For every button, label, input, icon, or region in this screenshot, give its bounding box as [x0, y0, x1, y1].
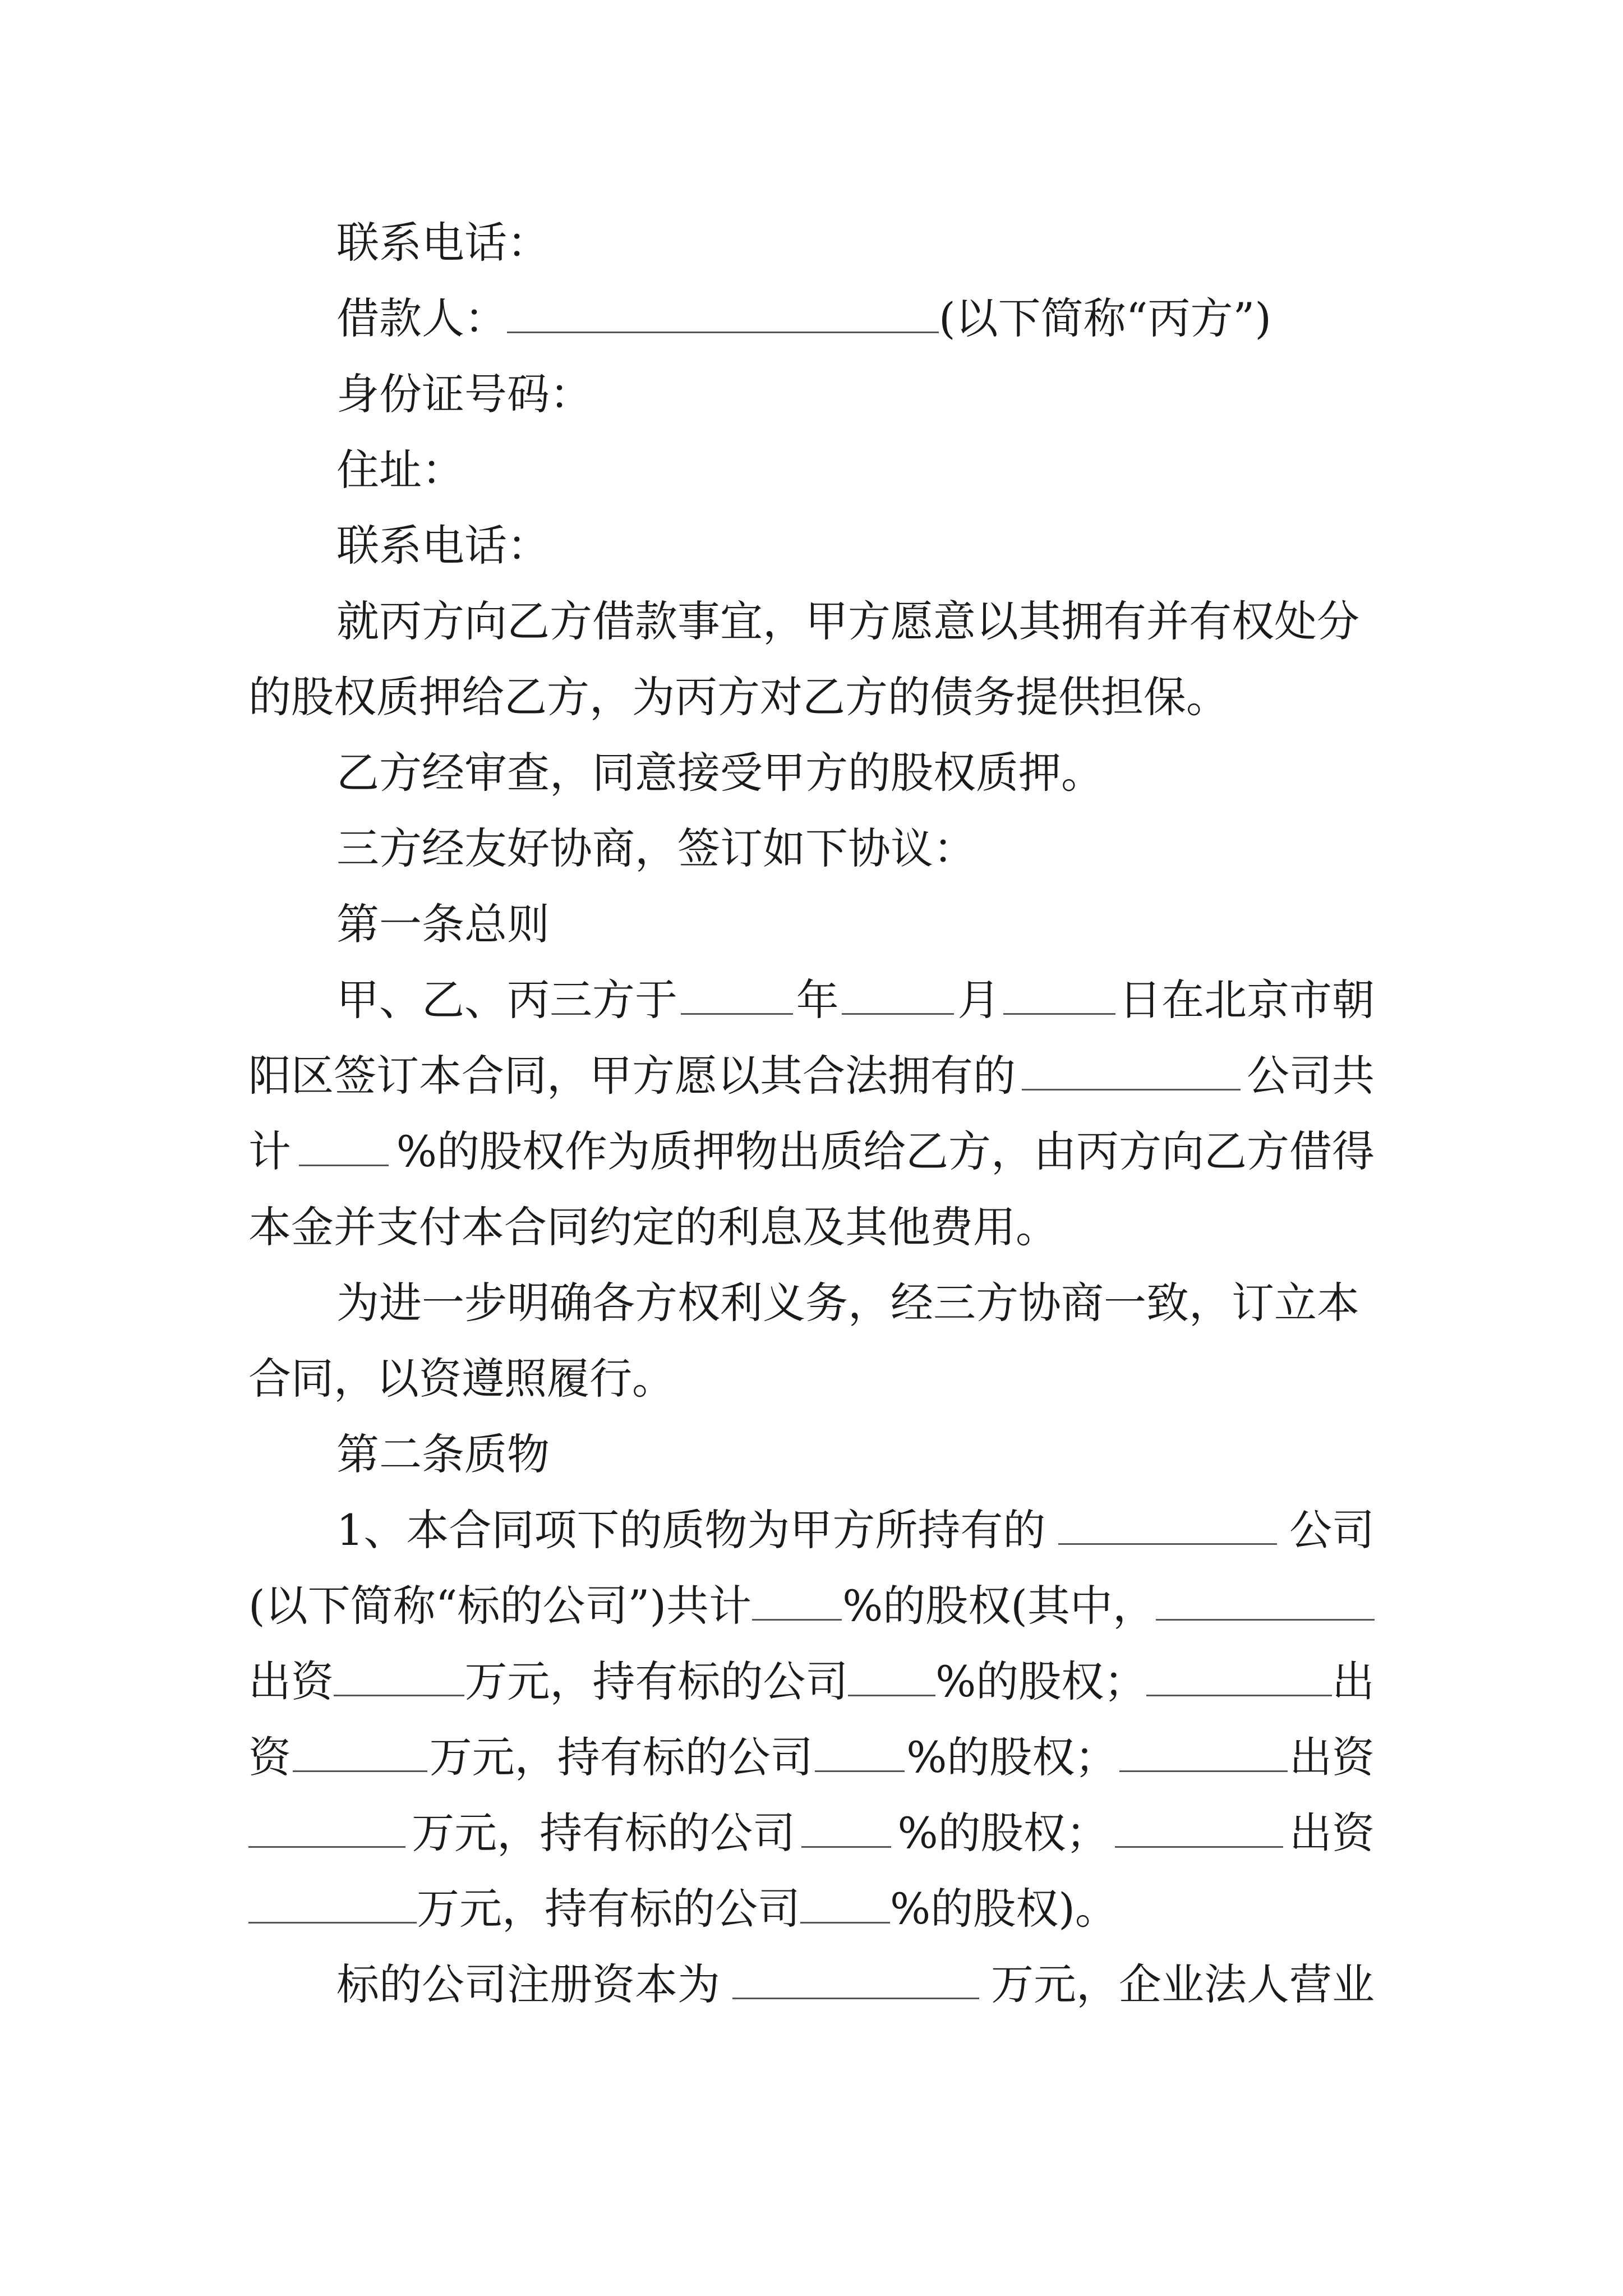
contact-phone-label: 联系电话： — [336, 218, 550, 268]
paragraph-text: 为进一步明确各方权利义务，经三方协商一致，订立本 — [336, 1278, 1359, 1328]
paragraph-text: %的股权(其中， — [842, 1581, 1155, 1631]
paragraph-text: 就丙方向乙方借款事宜，甲方愿意以其拥有并有权处分 — [336, 596, 1359, 646]
paragraph-text: 出 — [1331, 1657, 1375, 1706]
paragraph-text: 万元，企业法人营业 — [991, 1959, 1375, 2009]
contact-phone-line-2 — [336, 507, 1375, 585]
address-line — [336, 431, 1375, 509]
capital-amount-blank[interactable] — [293, 1731, 427, 1772]
shareholder-blank[interactable] — [1156, 1580, 1375, 1621]
paragraph-text: 资 — [248, 1732, 291, 1782]
paragraph-line — [248, 658, 1375, 737]
paragraph-line — [248, 1718, 1375, 1797]
paragraph-text: 出资 — [1289, 1732, 1375, 1782]
month-label: 月 — [957, 975, 1000, 1025]
pledged-company-blank[interactable] — [1058, 1504, 1277, 1545]
article-heading-text: 第一条总则 — [336, 899, 550, 949]
paragraph-line — [248, 1870, 1375, 1948]
day-blank[interactable] — [1003, 974, 1115, 1015]
year-label: 年 — [796, 975, 839, 1025]
capital-amount-blank[interactable] — [248, 1807, 405, 1848]
paragraph-text: 乙方经审查，同意接受甲方的股权质押。 — [336, 748, 1104, 798]
paragraph-line — [248, 1567, 1375, 1645]
paragraph-text: %的股权； — [897, 1808, 1109, 1858]
paragraph-text: 万元，持有标的公司 — [464, 1657, 849, 1706]
contact-phone-line — [336, 204, 1375, 282]
equity-percent-blank[interactable] — [801, 1807, 891, 1848]
paragraph-text: %的股权； — [906, 1732, 1118, 1782]
paragraph-text: 1、本合同项下的质物为甲方所持有的 — [336, 1505, 1046, 1555]
paragraph-line — [248, 1037, 1375, 1115]
equity-percent-blank[interactable] — [815, 1731, 905, 1772]
paragraph-text: 万元，持有标的公司 — [412, 1808, 796, 1858]
equity-percent-blank[interactable] — [299, 1125, 389, 1166]
id-number-label: 身份证号码： — [336, 369, 592, 419]
year-blank[interactable] — [681, 974, 793, 1015]
borrower-blank[interactable] — [507, 292, 939, 333]
id-number-line — [336, 355, 1375, 434]
paragraph-text: 计 — [248, 1126, 291, 1176]
borrower-note: (以下简称“丙方”) — [939, 293, 1272, 343]
shareholder-blank[interactable] — [1119, 1731, 1288, 1772]
paragraph-line — [336, 734, 1375, 812]
paragraph-text: %的股权)。 — [890, 1884, 1118, 1934]
paragraph-line — [336, 1491, 1375, 1570]
paragraph-line — [248, 1794, 1375, 1872]
equity-percent-blank[interactable] — [848, 1655, 935, 1696]
paragraph-text: 日在北京市朝 — [1118, 975, 1375, 1025]
contact-phone-label-2: 联系电话： — [336, 521, 550, 570]
paragraph-text: 三方经友好协商，签订如下协议： — [336, 823, 976, 873]
paragraph-text: 出资 — [1289, 1808, 1375, 1858]
paragraph-text: 公司 — [1289, 1505, 1375, 1555]
article-2-heading — [336, 1415, 1375, 1494]
paragraph-line — [248, 1112, 1375, 1191]
borrower-line — [336, 279, 1375, 358]
paragraph-text: 标的公司注册资本为 — [336, 1959, 720, 2009]
paragraph-text: 甲、乙、丙三方于 — [336, 975, 677, 1025]
article-1-heading — [336, 885, 1375, 964]
paragraph-line — [248, 1642, 1375, 1721]
paragraph-text: %的股权； — [935, 1657, 1147, 1706]
shareholder-blank[interactable] — [1115, 1807, 1283, 1848]
capital-amount-blank[interactable] — [248, 1883, 417, 1924]
paragraph-text: 出资 — [248, 1657, 334, 1706]
paragraph-line — [248, 1188, 1375, 1267]
paragraph-text: 万元，持有标的公司 — [429, 1732, 813, 1782]
paragraph-line — [336, 582, 1375, 661]
paragraph-text: 合同，以资遵照履行。 — [248, 1354, 675, 1404]
registered-capital-blank[interactable] — [732, 1958, 979, 1999]
company-name-blank[interactable] — [1022, 1050, 1241, 1091]
equity-percent-blank[interactable] — [752, 1580, 842, 1621]
paragraph-line — [336, 1945, 1375, 2024]
paragraph-line — [336, 809, 1375, 888]
paragraph-line — [336, 1264, 1375, 1342]
borrower-label: 借款人： — [336, 293, 507, 343]
article-heading-text: 第二条质物 — [336, 1429, 550, 1479]
paragraph-text: (以下简称“标的公司”)共计 — [248, 1581, 752, 1631]
paragraph-text: 本金并支付本合同约定的利息及其他费用。 — [248, 1202, 1058, 1252]
capital-amount-blank[interactable] — [334, 1655, 464, 1696]
address-label: 住址： — [336, 445, 464, 495]
paragraph-text: 的股权质押给乙方，为丙方对乙方的债务提供担保。 — [248, 672, 1229, 722]
equity-percent-blank[interactable] — [800, 1883, 890, 1924]
shareholder-blank[interactable] — [1146, 1655, 1332, 1696]
signing-date-line — [336, 961, 1375, 1039]
month-blank[interactable] — [842, 974, 954, 1015]
paragraph-line — [248, 1340, 1375, 1418]
paragraph-text: 公司共 — [1247, 1051, 1375, 1101]
paragraph-text: 万元，持有标的公司 — [417, 1884, 800, 1934]
paragraph-text: 阳区签订本合同，甲方愿以其合法拥有的 — [248, 1051, 1016, 1101]
paragraph-text: %的股权作为质押物出质给乙方，由丙方向乙方借得 — [396, 1126, 1375, 1176]
